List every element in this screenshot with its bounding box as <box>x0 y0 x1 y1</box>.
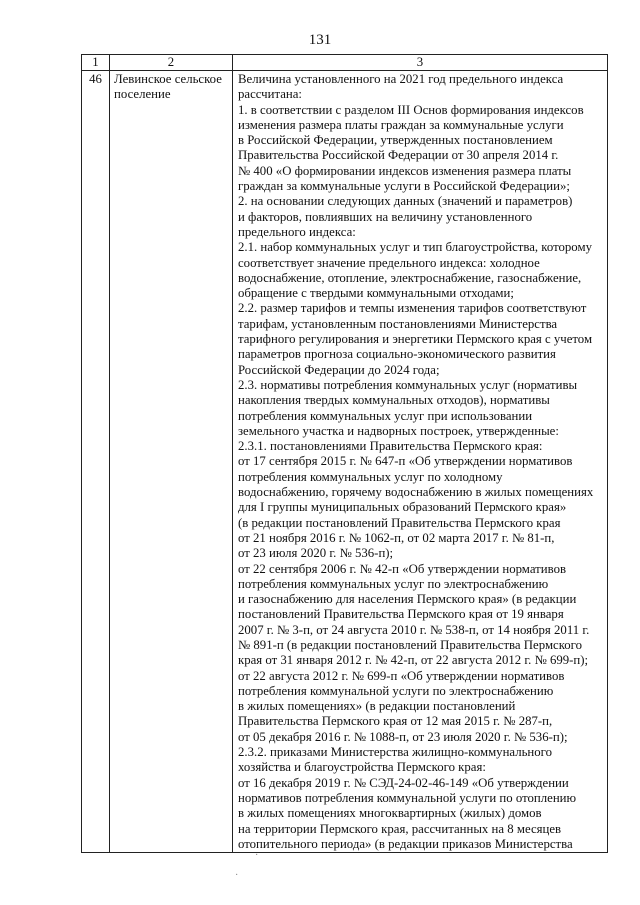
table-row <box>82 71 608 853</box>
content-line: от 05 декабря 2016 г. № 1088-п, от 23 июля 2020 г. № 536-п); <box>238 729 568 744</box>
content-line: водоснабжению, горячему водоснабжению в жилых помещениях <box>238 485 594 500</box>
content-line: края от 31 января 2012 г. № 42-п, от 22 августа 2012 г. № 699-п); <box>238 653 589 668</box>
content-line: 2.1. набор коммунальных услуг и тип благоустройства, которому <box>238 240 592 255</box>
column-header-1: 1 <box>82 55 110 71</box>
content-line: и газоснабжению для населения Пермского края» (в редакции <box>238 592 577 607</box>
content-line: от 22 сентября 2006 г. № 42-п «Об утверждении нормативов <box>238 561 567 576</box>
content-line: постановлений Правительства Пермского края от 19 января <box>238 607 564 622</box>
scan-dot: · <box>235 870 239 881</box>
settlement-name <box>110 71 233 853</box>
content-line: соответствует значение предельного индекса: холодное <box>238 255 540 270</box>
content-line: рассчитана: <box>238 87 302 102</box>
content-line: потребления коммунальной услуги по электроснабжению <box>238 683 554 698</box>
content-line: граждан за коммунальные услуги в Российской Федерации»; <box>238 179 570 194</box>
content-line: от 23 июля 2020 г. № 536-п); <box>238 546 394 561</box>
content-line: от 22 августа 2012 г. № 699-п «Об утверждении нормативов <box>238 668 565 683</box>
content-line: хозяйства и благоустройства Пермского края: <box>238 760 486 775</box>
index-description <box>233 71 608 853</box>
content-line: накопления твердых коммунальных отходов), нормативы <box>238 393 550 408</box>
row-number: 46 <box>82 71 110 853</box>
content-line: на территории Пермского края, рассчитанных на 8 месяцев <box>238 821 562 836</box>
settlement-name-line: поселение <box>114 87 171 102</box>
content-line: № 891-п (в редакции постановлений Правительства Пермского <box>238 637 583 652</box>
content-line: изменения размера платы граждан за коммунальные услуги <box>238 117 564 132</box>
content-line: водоснабжение, отопление, электроснабжение, газоснабжение, <box>238 270 582 285</box>
content-line: от 21 ноября 2016 г. № 1062-п, от 02 марта 2017 г. № 81-п, <box>238 530 555 545</box>
page-number: 131 <box>308 32 332 48</box>
content-line: Российской Федерации до 2024 года; <box>238 362 440 377</box>
data-table <box>81 54 608 853</box>
content-line: нормативов потребления коммунальной услуги по отоплению <box>238 790 577 805</box>
content-line: 2. на основании следующих данных (значений и параметров) <box>238 194 573 209</box>
content-line: в жилых помещениях многоквартирных (жилых) домов <box>238 806 542 821</box>
content-line: № 400 «О формировании индексов изменения размера платы <box>238 163 572 178</box>
content-line: и факторов, повлиявших на величину установленного <box>238 209 533 224</box>
content-line: в жилых помещениях» (в редакции постановлений <box>238 699 516 714</box>
content-line: потребления коммунальных услуг по холодному <box>238 469 503 484</box>
content-line: (в редакции постановлений Правительства Пермского края <box>238 515 561 530</box>
content-line: тарифам, установленным постановлениями Министерства <box>238 316 558 331</box>
content-line: от 17 сентября 2015 г. № 647-п «Об утверждении нормативов <box>238 454 573 469</box>
content-line: Правительства Пермского края от 12 мая 2015 г. № 287-п, <box>238 714 553 729</box>
content-line: в Российской Федерации, утвержденных постановлением <box>238 133 553 148</box>
scan-dot: · <box>255 850 259 861</box>
content-line: 2.3.2. приказами Министерства жилищно-коммунального <box>238 745 553 760</box>
content-line: отопительного периода» (в редакции приказов Министерства <box>238 836 573 851</box>
content-line: 2007 г. № 3-п, от 24 августа 2010 г. № 538-п, от 14 ноября 2011 г. <box>238 622 590 637</box>
content-line: земельного участка и надворных построек, утвержденные: <box>238 423 559 438</box>
content-line: 2.3.1. постановлениями Правительства Пермского края: <box>238 439 543 454</box>
column-header-2: 2 <box>110 55 233 71</box>
settlement-name-line: Левинское сельское <box>114 72 222 86</box>
content-line: 2.3. нормативы потребления коммунальных услуг (нормативы <box>238 377 578 392</box>
content-line: 2.2. размер тарифов и темпы изменения тарифов соответствуют <box>238 301 587 316</box>
content-line: потребления коммунальных услуг по электроснабжению <box>238 576 549 591</box>
table-header-row <box>82 55 608 71</box>
content-line: тарифного регулирования и энергетики Пермского края с учетом <box>238 332 593 347</box>
content-line: предельного индекса: <box>238 224 356 239</box>
content-line: обращение с твердыми коммунальными отходами; <box>238 286 514 301</box>
content-line: потребления коммунальных услуг при использовании <box>238 408 533 423</box>
content-line: 1. в соответствии с разделом III Основ формирования индексов <box>238 102 584 117</box>
content-line: для I группы муниципальных образований Пермского края» <box>238 500 567 515</box>
content-line: параметров прогноза социально-экономического развития <box>238 347 556 362</box>
content-line: Величина установленного на 2021 год предельного индекса <box>238 72 564 86</box>
content-line: Правительства Российской Федерации от 30 апреля 2014 г. <box>238 148 559 163</box>
content-line: от 16 декабря 2019 г. № СЭД-24-02-46-149 «Об утверждении <box>238 775 569 790</box>
column-header-3: 3 <box>233 55 608 71</box>
